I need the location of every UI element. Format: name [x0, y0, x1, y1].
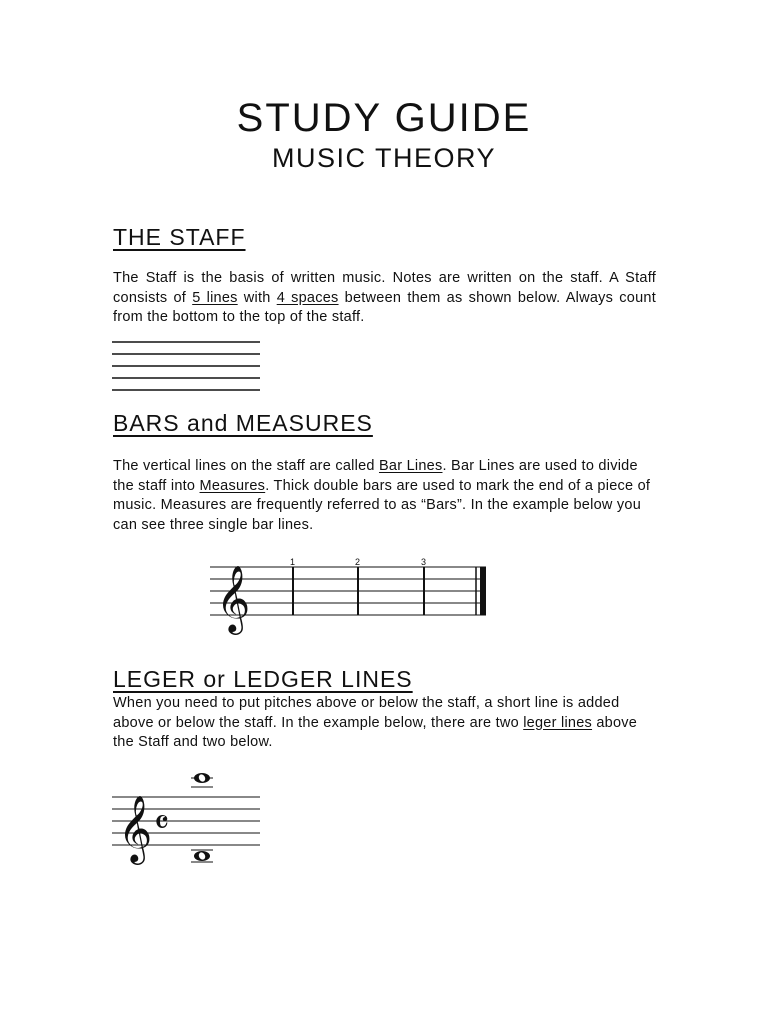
plain-staff-diagram	[112, 340, 262, 392]
bars-text-measures: Measures	[199, 477, 266, 494]
bars-text-1: The vertical lines on the staff are called	[113, 458, 379, 474]
bar-lines-diagram	[210, 555, 490, 635]
page-title: STUDY GUIDE	[236, 96, 532, 140]
whole-note-icon	[194, 773, 210, 783]
bars-text-2: . Bar Lines are used to divide the staff into	[113, 458, 638, 494]
whole-note-icon	[194, 851, 210, 861]
treble-clef-icon: 𝄞	[118, 794, 153, 862]
measure-number: 2	[355, 557, 361, 567]
staff-text-2: with	[237, 289, 277, 306]
leger-lines-diagram	[110, 768, 270, 868]
staff-text-spaces: 4 spaces	[276, 289, 339, 306]
staff-text-lines: 5 lines	[192, 289, 238, 306]
section-heading-leger: LEGER or LEDGER LINES	[113, 666, 413, 692]
leger-text-legerlines: leger lines	[523, 714, 593, 731]
leger-text-2: above the Staff and two below.	[113, 714, 638, 750]
double-bar-thick-line	[480, 567, 486, 615]
section-heading-bars: BARS and MEASURES	[113, 410, 373, 436]
bars-text-barlines: Bar Lines	[378, 458, 443, 474]
common-time-icon: 𝄴	[154, 803, 170, 843]
staff-paragraph	[113, 269, 656, 328]
leger-text-1: When you need to put pitches above or below the staff, a short line is added above or below the staff. In the example below, there are two	[113, 695, 620, 731]
staff-text-3: between them as shown below. Always count from the bottom to the top of the staff.	[113, 289, 657, 325]
leger-paragraph	[113, 694, 656, 753]
measure-number: 1	[290, 557, 296, 567]
page-subtitle: MUSIC THEORY	[271, 143, 497, 173]
staff-text-1: The Staff is the basis of written music. Notes are written on the staff. A Staff consists of	[113, 270, 656, 306]
measure-number: 3	[421, 557, 427, 567]
bars-paragraph	[113, 457, 656, 535]
treble-clef-icon: 𝄞	[216, 564, 251, 632]
bars-text-3: . Thick double bars are used to mark the end of a piece of music. Measures are frequently referred to as “Bars”. In the example below you can see three single bar lines.	[113, 477, 651, 533]
section-heading-staff: THE STAFF	[113, 224, 246, 250]
